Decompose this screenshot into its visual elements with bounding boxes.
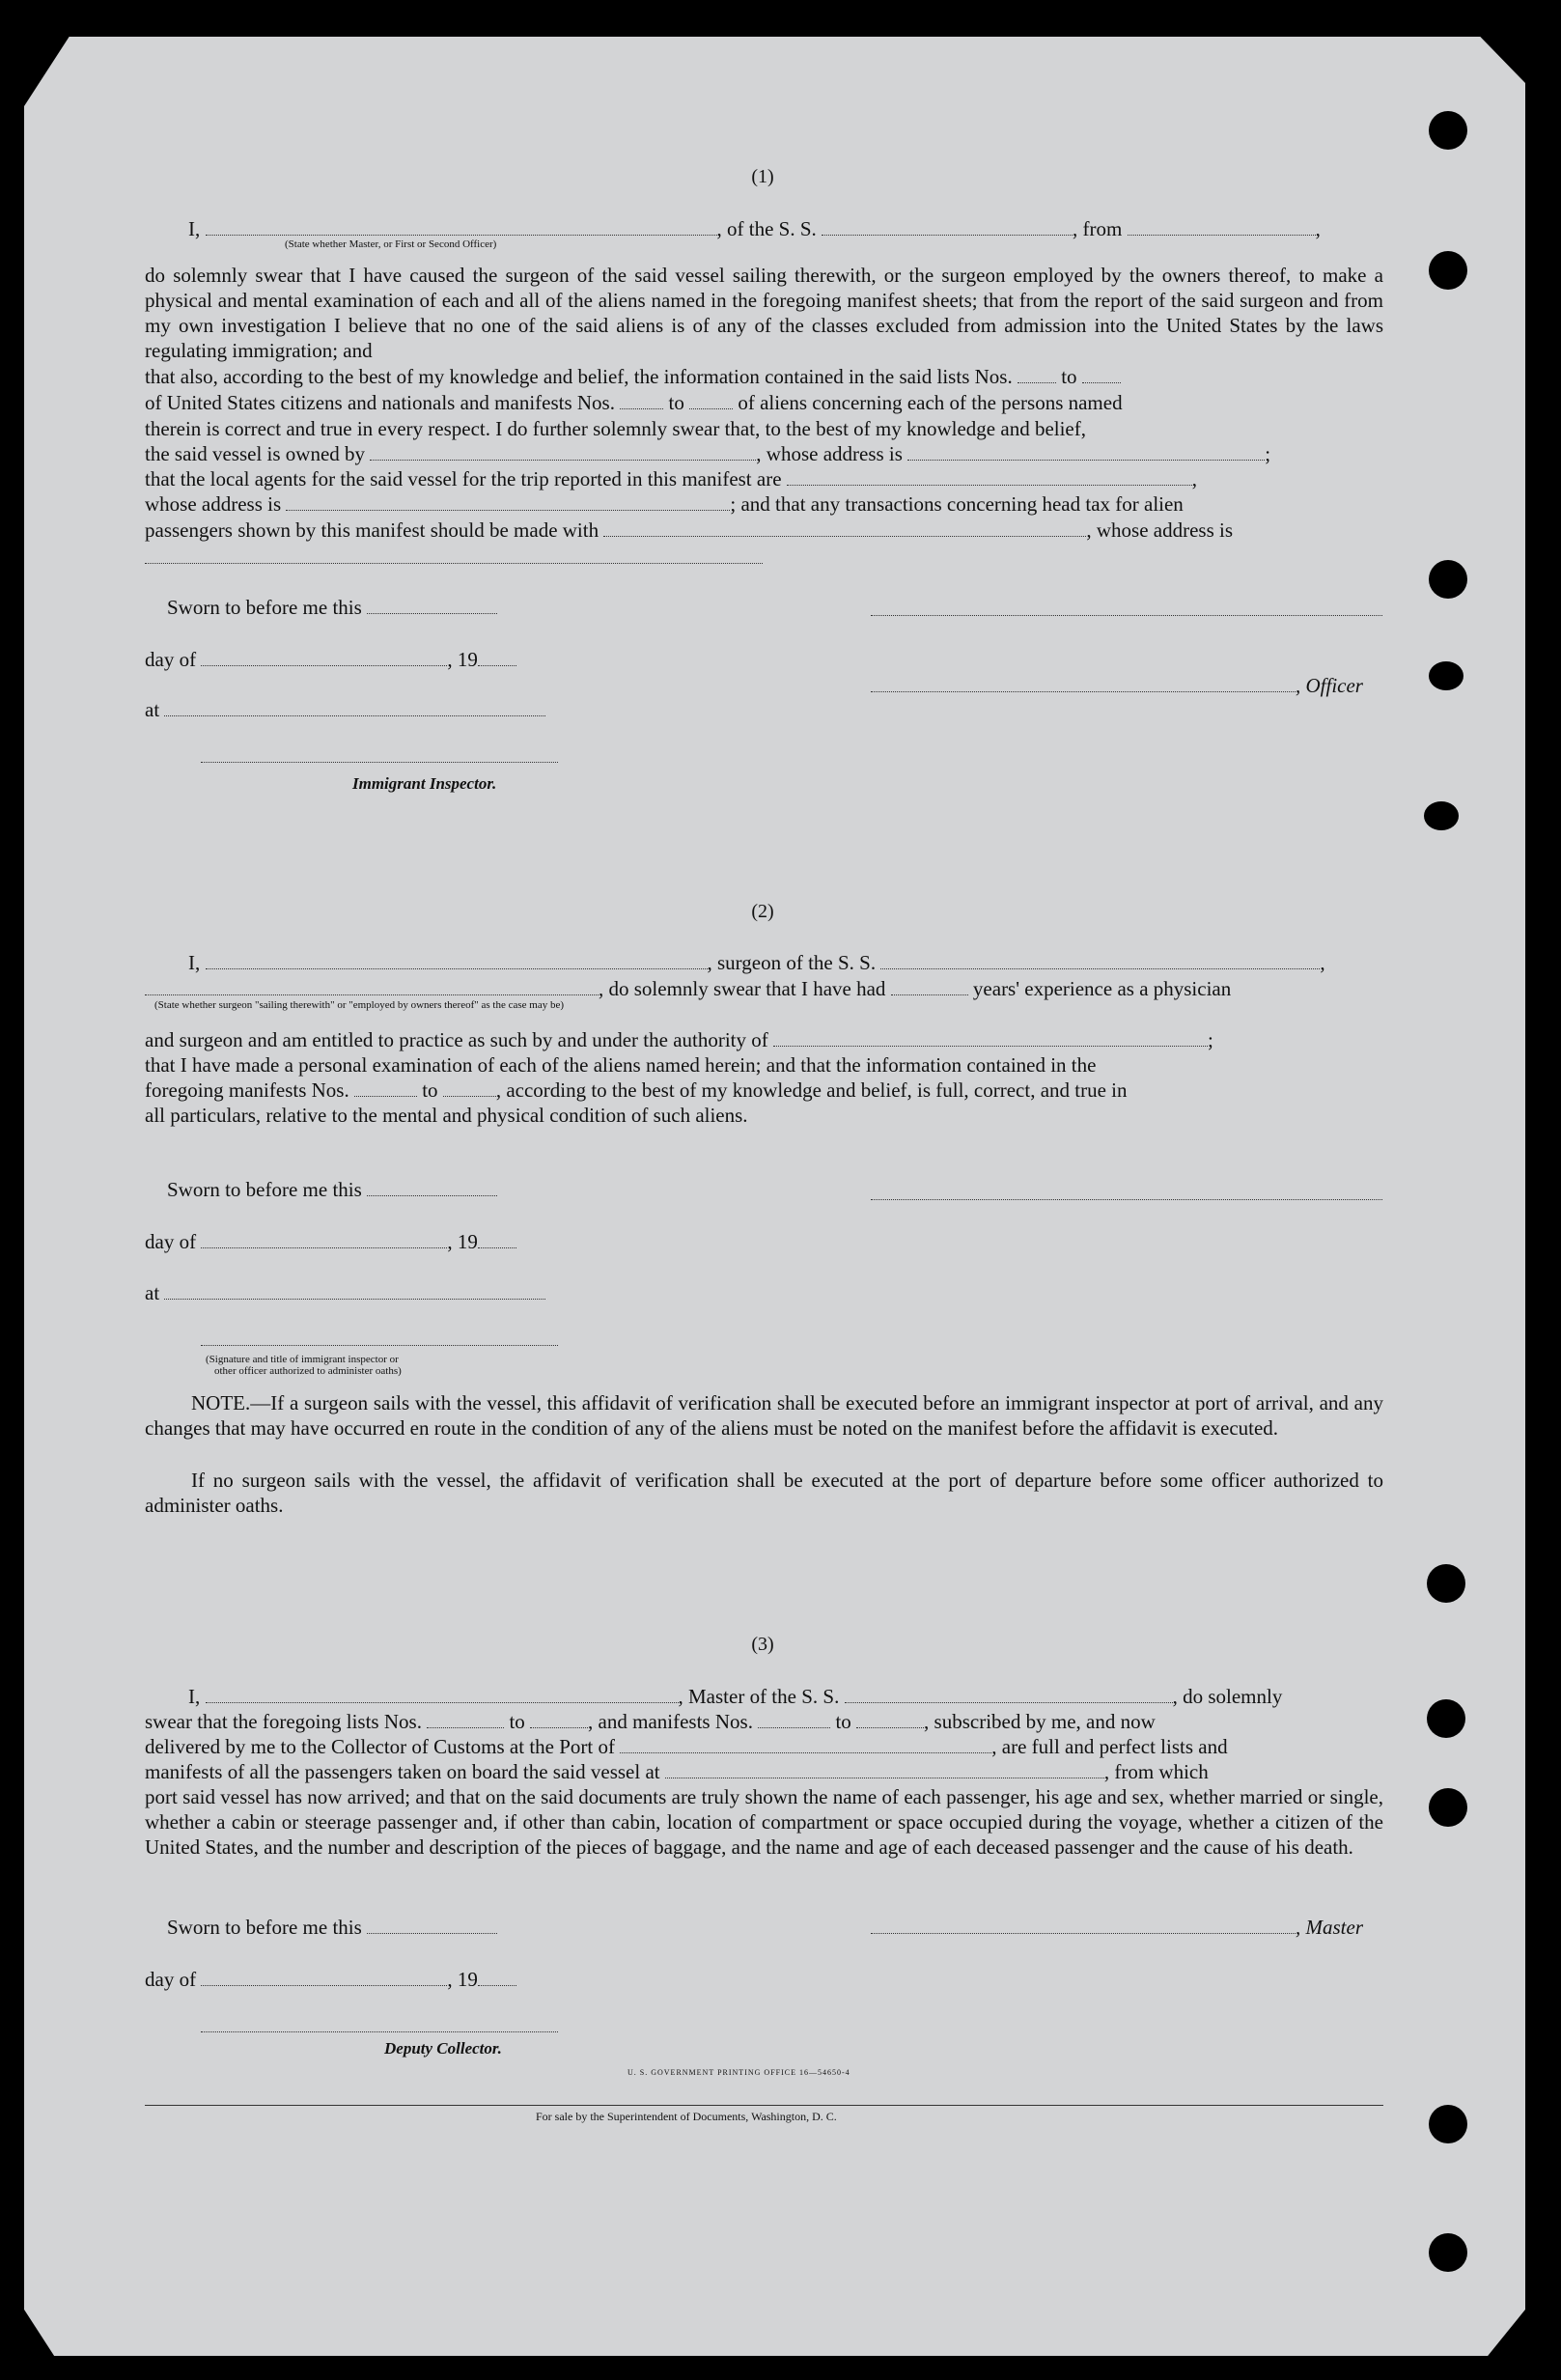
surgeon-status-field[interactable] (145, 977, 599, 995)
officer-field[interactable] (206, 217, 717, 236)
years-experience-field[interactable] (891, 977, 968, 995)
s1-year-prefix: , 19 (447, 648, 478, 671)
master-name-field[interactable] (206, 1685, 679, 1703)
s3-line3-b: , are full and perfect lists and (991, 1735, 1228, 1758)
s1-text-e2: , whose address is (756, 442, 903, 465)
s3-line2-c: , and manifests Nos. (588, 1710, 753, 1733)
s1-text-b2: to (1061, 365, 1077, 388)
s2-text-c3: , according to the best of my knowledge and belief, is full, correct, and true in (495, 1078, 1128, 1102)
s3-line2-b: to (509, 1710, 525, 1733)
s2-line-c (145, 1078, 1128, 1104)
officer-signature-line[interactable] (871, 614, 1382, 616)
s1-line-d: therein is correct and true in every respect. I do further solemnly swear that, to the best of my knowledge and belief, (145, 417, 1086, 440)
deputy-signature-line[interactable] (201, 2030, 558, 2032)
sig-hint-1: (Signature and title of immigrant inspector or (206, 1354, 399, 1365)
master-label: , Master (1296, 1916, 1363, 1939)
s1-officer (871, 673, 1363, 699)
punch-hole (1424, 801, 1459, 830)
s2-text-c1: foregoing manifests Nos. (145, 1078, 349, 1102)
section-2-number: (2) (751, 901, 774, 922)
officer-name-field[interactable] (871, 674, 1296, 692)
punch-hole (1429, 2233, 1467, 2272)
punch-hole (1429, 251, 1467, 290)
s2-day-of (145, 1229, 516, 1255)
s3-line-3 (145, 1734, 1228, 1760)
manifests-to-field[interactable] (689, 391, 733, 409)
departure-port-field[interactable] (665, 1760, 1104, 1778)
s2-vessel-field[interactable] (880, 951, 1320, 969)
s1-at-label: at (145, 698, 160, 721)
s2-at-field[interactable] (164, 1281, 545, 1300)
punch-hole (1429, 111, 1467, 150)
s1-paragraph-a: do solemnly swear that I have caused the surgeon of the said vessel sailing therewith, or the surgeon employed by the owners thereof, to make a physical and mental examination of each and all of the aliens named in the foregoing manifest sheets; that from the report of the said surgeon and from my own investigation I believe that no one of the said aliens is of any of the classes excluded from admission into the United States by the laws regulating immigration; and (145, 264, 1383, 362)
s1-text-h1: passengers shown by this manifest should be made with (145, 518, 599, 542)
s2-inspector-signature-line[interactable] (201, 1344, 558, 1346)
owner-field[interactable] (370, 442, 756, 461)
s3-day-of (145, 1967, 516, 1993)
s3-line2-e: , subscribed by me, and now (924, 1710, 1156, 1733)
s1-sworn-day-field[interactable] (367, 596, 497, 614)
s2-year-field[interactable] (478, 1230, 516, 1248)
s2-text-c2: to (422, 1078, 438, 1102)
s1-at-field[interactable] (164, 698, 545, 716)
s1-text-f1: that the local agents for the said vessel for the trip reported in this manifest are (145, 467, 782, 490)
punch-hole (1429, 560, 1467, 599)
s2-surgeon: , surgeon of the S. S. (707, 951, 877, 974)
s2-line-1 (188, 950, 1325, 976)
s1-text-b1: that also, according to the best of my knowledge and belief, the information contained in the said lists Nos. (145, 365, 1013, 388)
head-tax-party-field[interactable] (603, 518, 1086, 537)
punch-hole (1427, 1564, 1465, 1603)
s1-line-c (145, 390, 1123, 416)
s2-line2-b: years' experience as a physician (972, 977, 1232, 1000)
s1-at (145, 697, 545, 723)
master-signature-field[interactable] (871, 1916, 1296, 1934)
s3-line-2 (145, 1709, 1156, 1735)
s3-manifests-from-field[interactable] (758, 1710, 830, 1728)
s1-line-g (145, 491, 1184, 518)
s1-of-ss: , of the S. S. (716, 217, 817, 240)
from-port-field[interactable] (1128, 217, 1316, 236)
s2-year-prefix: , 19 (447, 1230, 478, 1253)
s1-text-c3: of aliens concerning each of the persons named (738, 391, 1123, 414)
section-1-number: (1) (751, 166, 774, 187)
head-tax-address-field[interactable] (145, 562, 763, 564)
vessel-field[interactable] (822, 217, 1073, 236)
s2-day-of-label: day of (145, 1230, 197, 1253)
s3-month-field[interactable] (201, 1968, 447, 1986)
owner-address-field[interactable] (907, 442, 1265, 461)
surgeon-hint: (State whether surgeon "sailing therewith" or "employed by owners thereof" as the case may be) (154, 999, 565, 1011)
s2-line-a (145, 1027, 1213, 1053)
s1-i: I, (188, 217, 201, 240)
printing-office-line: U. S. GOVERNMENT PRINTING OFFICE 16—54650-4 (627, 2068, 850, 2077)
s1-sworn-label: Sworn to before me this (167, 596, 362, 619)
deputy-label: Deputy Collector. (384, 2039, 502, 2058)
s2-sworn-label: Sworn to before me this (167, 1178, 362, 1201)
s1-comma: , (1315, 217, 1321, 240)
s3-line2-d: to (835, 1710, 851, 1733)
punch-hole (1429, 661, 1463, 690)
s3-lists-to-field[interactable] (530, 1710, 588, 1728)
agents-field[interactable] (787, 467, 1192, 486)
s3-line2-a: swear that the foregoing lists Nos. (145, 1710, 422, 1733)
s2-manifests-to-field[interactable] (443, 1078, 496, 1097)
s3-solemnly: , do solemnly (1172, 1685, 1283, 1708)
s1-line-e (145, 441, 1270, 467)
s3-sworn (167, 1915, 497, 1941)
surgeon-name-field[interactable] (206, 951, 708, 969)
s2-line-d: all particulars, relative to the mental and physical condition of such aliens. (145, 1104, 748, 1127)
s2-line2-a: , do solemnly swear that I have had (599, 977, 886, 1000)
s2-line-2 (145, 976, 1231, 1002)
surgeon-signature-line[interactable] (871, 1198, 1382, 1200)
port-field[interactable] (620, 1735, 991, 1753)
s2-line-b: that I have made a personal examination of each of the aliens named herein; and that the information contained in the (145, 1053, 1097, 1077)
sale-line: For sale by the Superintendent of Documents, Washington, D. C. (536, 2110, 837, 2123)
punch-hole (1429, 1788, 1467, 1827)
officer-hint: (State whether Master, or First or Second Officer) (285, 238, 497, 250)
s2-text-a1: and surgeon and am entitled to practice as such by and under the authority of (145, 1028, 768, 1051)
s3-sworn-day-field[interactable] (367, 1916, 497, 1934)
s1-line-h (145, 518, 1233, 544)
punch-hole (1429, 2105, 1467, 2143)
s1-line-b (145, 364, 1121, 390)
s3-lists-from-field[interactable] (427, 1710, 504, 1728)
s2-text-a2: ; (1208, 1028, 1213, 1051)
s3-year-prefix: , 19 (447, 1968, 478, 1991)
s3-master: , Master of the S. S. (678, 1685, 840, 1708)
s1-text-e1: the said vessel is owned by (145, 442, 366, 465)
s2-manifests-from-field[interactable] (354, 1078, 417, 1097)
s1-text-f2: , (1191, 467, 1198, 490)
s1-sworn (167, 595, 497, 621)
punch-hole (1427, 1699, 1465, 1738)
note-paragraph-1: NOTE.—If a surgeon sails with the vessel, this affidavit of verification shall be executed before an immigrant inspector at port of arrival, and any changes that may have occurred en route in the condition of any of the aliens must be noted on the manifest before the affidavit is executed. (145, 1391, 1383, 1440)
s3-line3-a: delivered by me to the Collector of Customs at the Port of (145, 1735, 615, 1758)
s3-day-of-label: day of (145, 1968, 197, 1991)
s1-year-field[interactable] (478, 648, 516, 666)
s3-vessel-field[interactable] (845, 1685, 1173, 1703)
s2-sworn (167, 1177, 497, 1203)
s3-master-sig (871, 1915, 1363, 1941)
s2-sworn-day-field[interactable] (367, 1178, 497, 1196)
authority-field[interactable] (773, 1028, 1208, 1047)
inspector-signature-line[interactable] (201, 761, 558, 763)
s1-day-of (145, 647, 516, 673)
s3-line4-a: manifests of all the passengers taken on board the said vessel at (145, 1760, 660, 1783)
s2-month-field[interactable] (201, 1230, 447, 1248)
s1-text-g2: ; and that any transactions concerning head tax for alien (730, 492, 1184, 516)
s1-text-h2: , whose address is (1086, 518, 1234, 542)
s3-paragraph-rest: port said vessel has now arrived; and that on the said documents are truly shown the name of each passenger, his age and sex, whether married or single, whether a cabin or steerage passenger and, if other than cabin, location of compartment or space occupied during the voyage, whether a citizen of the United States, and the number and description of the pieces of baggage, and the name and age of each deceased passenger and the cause of his death. (145, 1785, 1383, 1859)
s3-sworn-label: Sworn to before me this (167, 1916, 362, 1939)
agents-address-field[interactable] (286, 492, 730, 511)
s1-month-field[interactable] (201, 648, 447, 666)
section-3-number: (3) (751, 1634, 774, 1655)
s1-line-f (145, 466, 1197, 492)
s1-text-e3: ; (1265, 442, 1271, 465)
s3-line-4 (145, 1759, 1209, 1785)
officer-label: , Officer (1296, 674, 1363, 697)
s2-at-label: at (145, 1281, 160, 1304)
footer-rule (145, 2105, 1383, 2106)
s1-text-g1: whose address is (145, 492, 282, 516)
s1-text-c2: to (668, 391, 684, 414)
manifests-from-field[interactable] (620, 391, 663, 409)
s2-comma: , (1320, 951, 1325, 974)
s3-line4-b: , from which (1103, 1760, 1209, 1783)
s1-from: , from (1073, 217, 1123, 240)
inspector-label: Immigrant Inspector. (352, 774, 497, 793)
s3-line-1 (188, 1684, 1282, 1710)
s3-year-field[interactable] (478, 1968, 516, 1986)
note-paragraph-2: If no surgeon sails with the vessel, the affidavit of verification shall be executed at the port of departure before some officer authorized to administer oaths. (145, 1469, 1383, 1517)
s2-i: I, (188, 951, 201, 974)
sig-hint-2: other officer authorized to administer oaths) (214, 1365, 402, 1377)
s3-i: I, (188, 1685, 201, 1708)
s3-manifests-to-field[interactable] (856, 1710, 924, 1728)
s1-text-c1: of United States citizens and nationals and manifests Nos. (145, 391, 615, 414)
lists-to-field[interactable] (1082, 365, 1121, 383)
lists-from-field[interactable] (1017, 365, 1056, 383)
s2-at (145, 1280, 545, 1306)
s1-day-of-label: day of (145, 648, 197, 671)
